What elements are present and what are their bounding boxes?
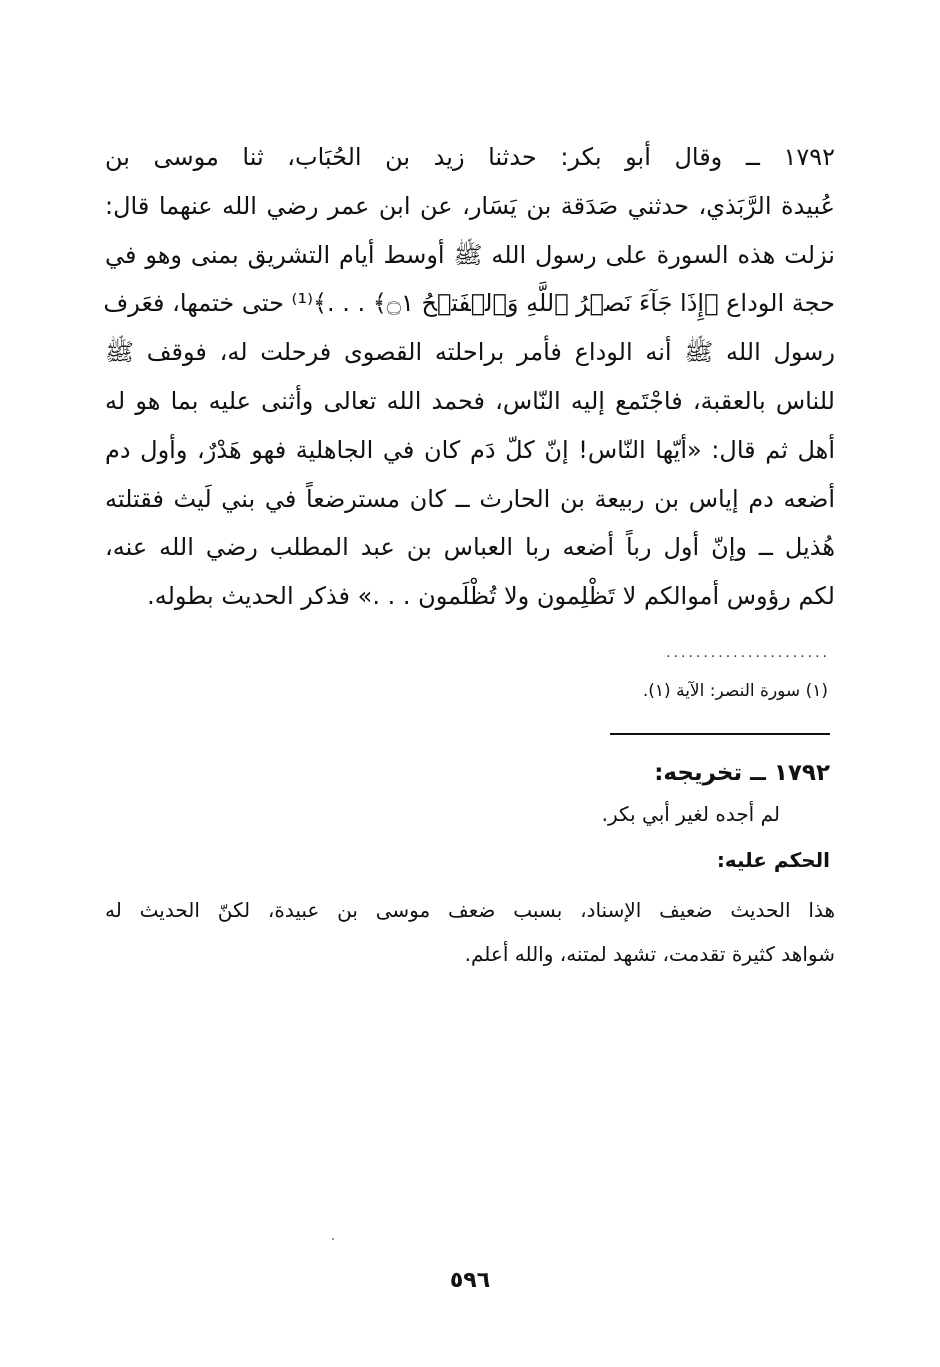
section-rule [610,733,830,735]
takhrij-text: لم أجده لغير أبي بكر. [601,802,780,826]
hadith-line-4: حجة الوداع ﴿إِذَا جَآءَ نَصۡرُ ٱللَّهِ وَٱلۡفَتۡحُ ۝١﴾ . . .﴾⁽¹⁾ حتى ختمها، فعَرف [103,289,835,318]
hadith-line-7: أهل ثم قال: «أيّها النّاس! إنّ كلّ دَم كان في الجاهلية فهو هَدْرٌ، وأول دم [105,435,835,464]
hadith-line-10: لكم رؤوس أموالكم لا تَظْلِمون ولا تُظْلَمون . . .» فذكر الحديث بطوله. [147,582,835,611]
hukm-line-2: شواهد كثيرة تقدمت، تشهد لمتنه، والله أعلم. [464,942,835,966]
footnote-separator: ...................... [666,645,830,659]
hadith-line-8: أضعه دم إياس بن ربيعة بن الحارث ــ كان مسترضعاً في بني لَيث فقتلته [105,484,835,513]
hadith-line-3: نزلت هذه السورة على رسول الله ﷺ أوسط أيام التشريق بمنى وهو في [105,240,835,269]
hadith-line-5: رسول الله ﷺ أنه الوداع فأمر براحلته القصوى فرحلت له، فوقف ﷺ [105,338,835,367]
scan-speck [332,1238,334,1240]
hukm-text [105,888,835,976]
takhrij-heading: ١٧٩٢ ــ تخريجه: [654,760,830,786]
hadith-line-9: هُذيل ــ وإنّ أول رباً أضعه ربا العباس بن عبد المطلب رضي الله عنه، [105,533,835,562]
hadith-line-1: ١٧٩٢ ــ وقال أبو بكر: حدثنا زيد بن الحُبَاب، ثنا موسى بن [105,143,835,171]
hukm-heading: الحكم عليه: [716,848,830,872]
hadith-line-2: عُبيدة الرَّبَذي، حدثني صَدَقة بن يَسَار، عن ابن عمر رضي الله عنهما قال: [105,191,835,220]
hadith-line-6: للناس بالعقبة، فاجْتَمع إليه النّاس، فحمد الله تعالى وأثنى عليه بما هو له [105,386,835,415]
hadith-text [105,133,835,621]
footnote-text: (١) سورة النصر: الآية (١). [642,681,828,701]
hukm-line-1: هذا الحديث ضعيف الإسناد، بسبب ضعف موسى بن عبيدة، لكنّ الحديث له [105,898,835,922]
page-number: ٥٩٦ [449,1268,491,1293]
